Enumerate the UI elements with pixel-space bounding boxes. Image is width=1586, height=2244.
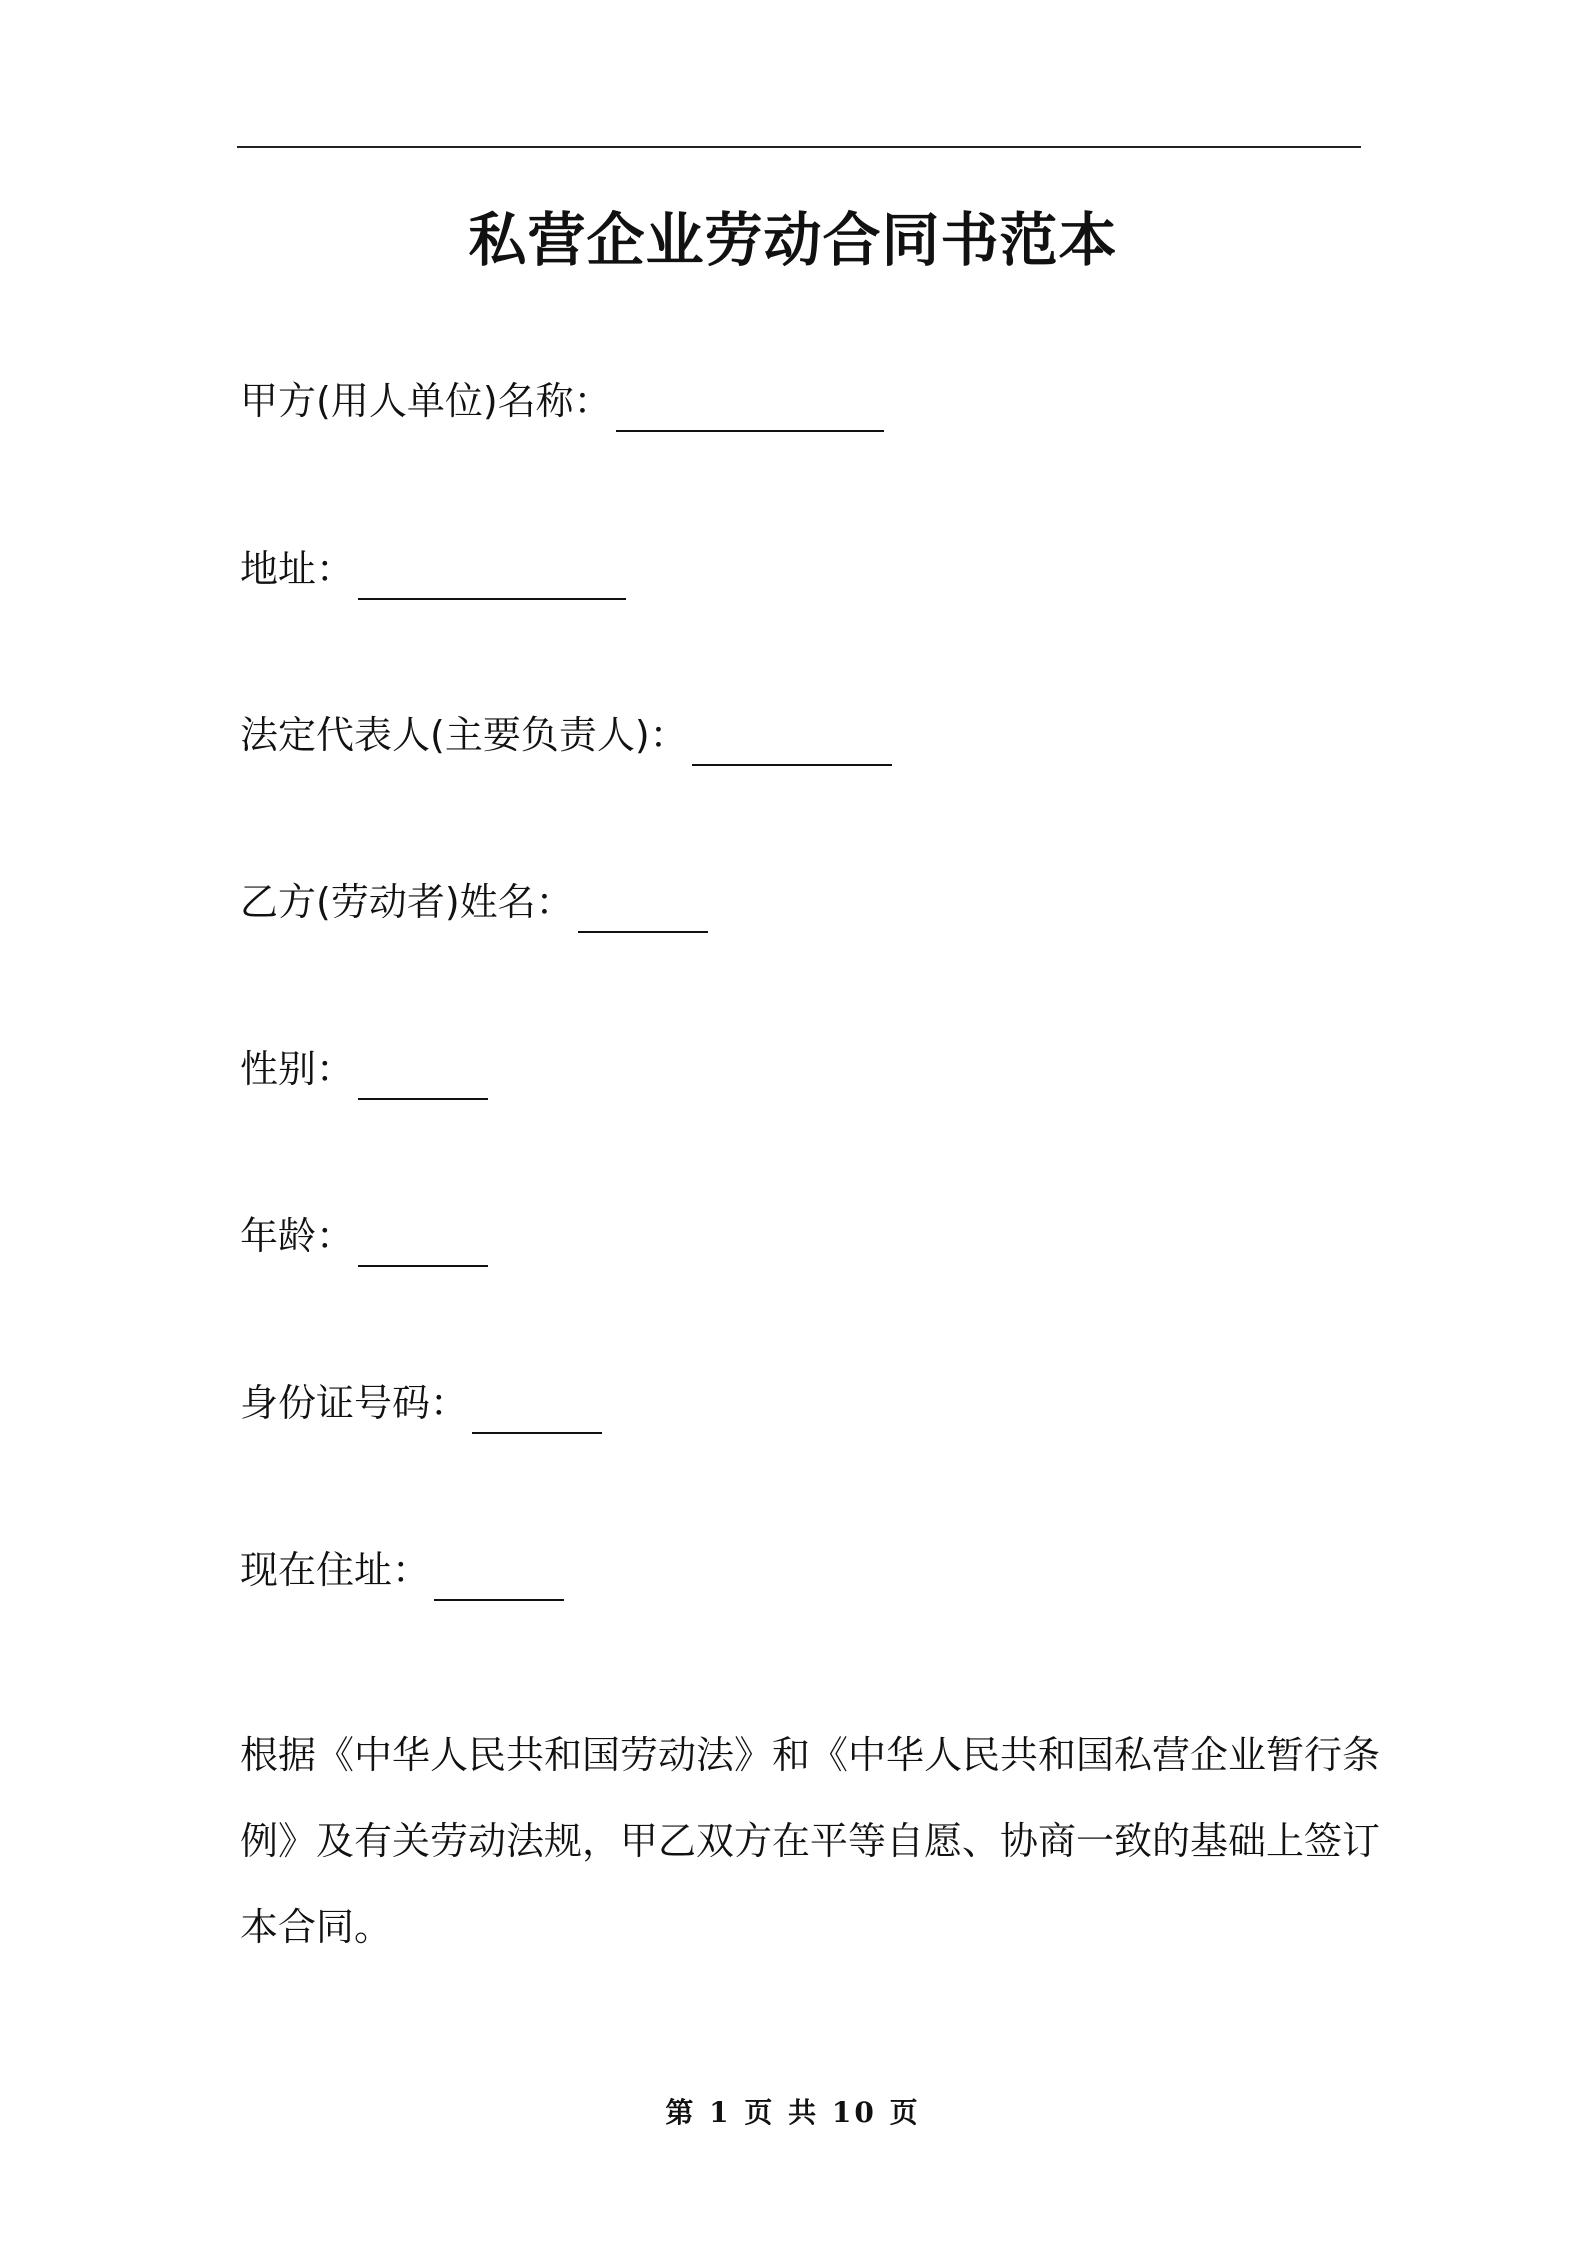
header-rule xyxy=(237,146,1361,148)
blank-line xyxy=(358,552,626,600)
paragraph-line: 本合同。 xyxy=(240,1905,393,1949)
field-address xyxy=(240,540,626,600)
document-title: 私营企业劳动合同书范本 xyxy=(468,206,1118,274)
field-id-number xyxy=(240,1374,602,1434)
blank-line xyxy=(434,1553,564,1601)
blank-line xyxy=(578,885,708,933)
field-label: 性别： xyxy=(240,1047,355,1091)
paragraph-line: 根据《中华人民共和国劳动法》和《中华人民共和国私营企业暂行条 xyxy=(240,1733,1381,1777)
blank-line xyxy=(358,1219,488,1267)
field-party-b-name xyxy=(240,873,708,933)
blank-line xyxy=(472,1386,602,1434)
field-current-address xyxy=(240,1541,564,1601)
field-legal-representative xyxy=(240,706,892,766)
field-label: 地址： xyxy=(240,547,355,591)
field-label: 身份证号码： xyxy=(240,1381,469,1425)
page-footer: 第 1 页 共 10 页 xyxy=(665,2096,921,2129)
field-label: 现在住址： xyxy=(240,1548,431,1592)
blank-line xyxy=(616,384,884,432)
field-party-a-name xyxy=(240,372,884,432)
paragraph-line: 例》及有关劳动法规，甲乙双方在平等自愿、协商一致的基础上签订 xyxy=(240,1819,1381,1863)
field-label: 甲方(用人单位)名称： xyxy=(240,379,612,423)
field-label: 年龄： xyxy=(240,1214,355,1258)
field-age xyxy=(240,1207,488,1267)
field-gender xyxy=(240,1040,488,1100)
blank-line xyxy=(358,1052,488,1100)
preamble-paragraph xyxy=(240,1712,1381,1970)
field-label: 法定代表人(主要负责人)： xyxy=(240,713,688,757)
blank-line xyxy=(692,718,892,766)
field-label: 乙方(劳动者)姓名： xyxy=(240,880,574,924)
